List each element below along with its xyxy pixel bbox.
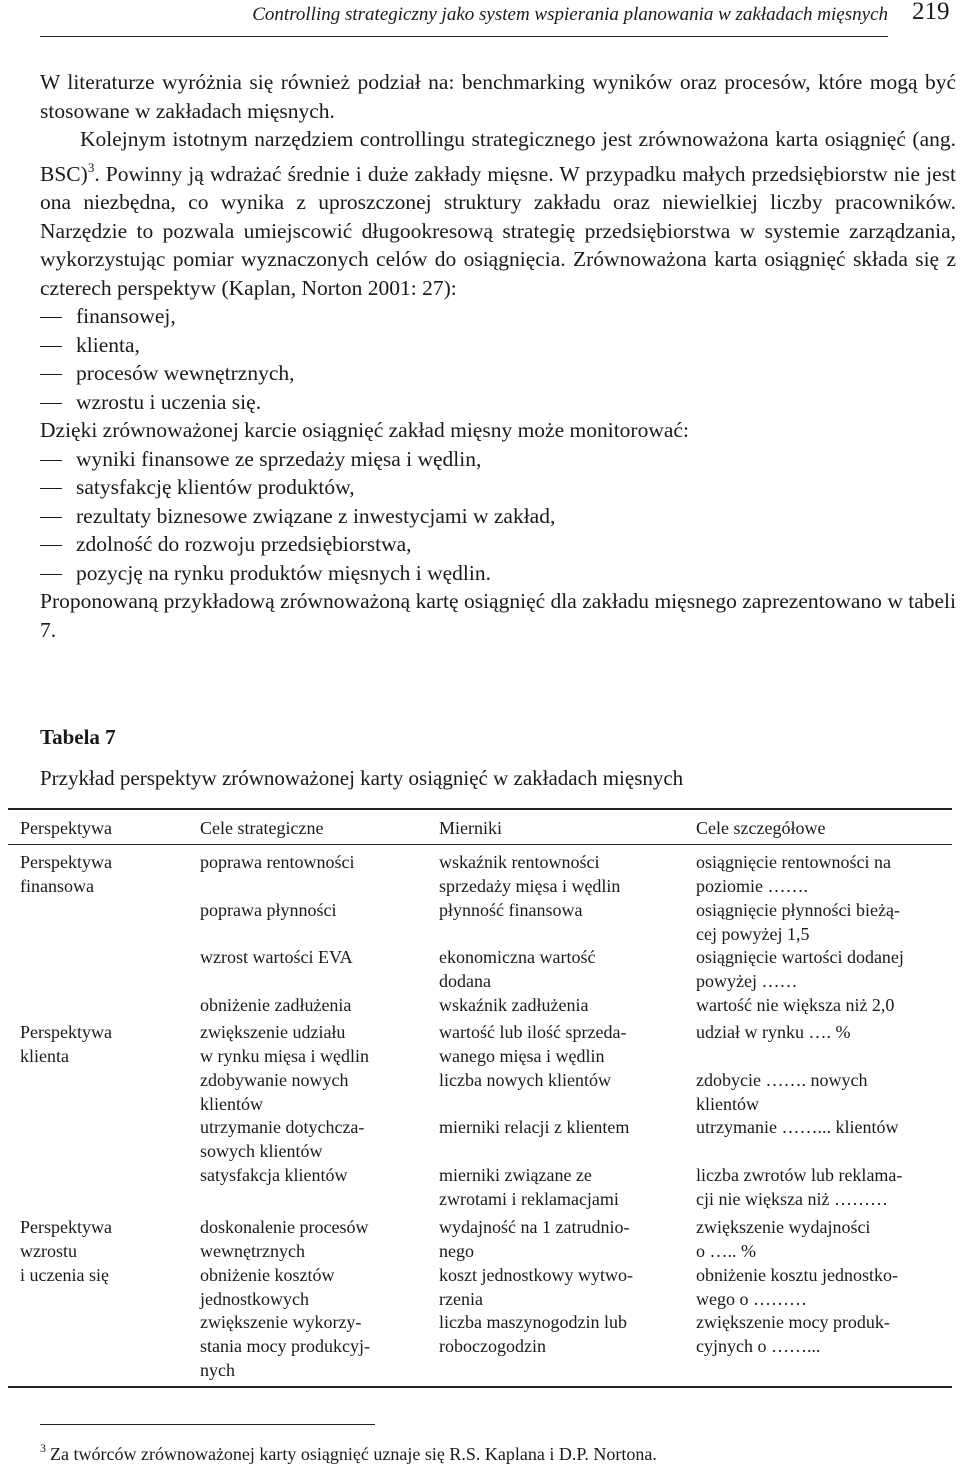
cell-goal xyxy=(200,1215,424,1263)
cell-goal xyxy=(200,1163,424,1187)
paragraph-2-part-a: Kolejnym istotnym narzędziem controllingu strategicznego jest zrównoważona karta osiągnięć (ang. BSC) xyxy=(40,127,956,186)
cell-line: wydajność na 1 zatrudnio- xyxy=(439,1217,630,1237)
cell-line: sprzedaży mięsa i wędlin xyxy=(439,876,621,896)
cell-line: liczba nowych klientów xyxy=(439,1070,611,1090)
cell-line: zdobycie ……. nowych xyxy=(696,1070,868,1090)
cell-line: wskaźnik rentowności xyxy=(439,852,600,872)
cell-line: sowych klientów xyxy=(200,1141,323,1161)
table-header-row xyxy=(8,810,952,845)
cell-perspective xyxy=(20,1215,180,1287)
cell-measure xyxy=(439,1310,679,1358)
cell-line: nych xyxy=(200,1360,235,1380)
paragraph-3: Dzięki zrównoważonej karcie osiągnięć zakład mięsny może monitorować: xyxy=(40,418,689,442)
cell-target xyxy=(696,1020,940,1044)
cell-line: obniżenie kosztu jednostko- xyxy=(696,1265,898,1285)
cell-measure xyxy=(439,898,679,922)
cell-measure xyxy=(439,1115,679,1139)
cell-line: stania mocy produkcyj- xyxy=(200,1336,370,1356)
cell-line: poziomie ……. xyxy=(696,876,808,896)
list-item: pozycję na rynku produktów mięsnych i wędlin. xyxy=(0,559,960,588)
cell-line: poprawa płynności xyxy=(200,900,337,920)
cell-target xyxy=(696,1263,940,1311)
cell-target xyxy=(696,898,940,946)
cell-line: poprawa rentowności xyxy=(200,852,355,872)
page-number: 219 xyxy=(912,0,950,25)
cell-target xyxy=(696,1215,940,1263)
cell-line: wanego mięsa i wędlin xyxy=(439,1046,605,1066)
cell-measure xyxy=(439,1068,679,1092)
cell-line: zwiększenie udziału xyxy=(200,1022,346,1042)
cell-measure xyxy=(439,1215,679,1263)
cell-line: wego o ……… xyxy=(696,1289,807,1309)
cell-line: cyjnych o ……... xyxy=(696,1336,821,1356)
list-item: rezultaty biznesowe związane z inwestycjami w zakład, xyxy=(0,502,960,531)
paragraph-1: W literaturze wyróżnia się również podział na: benchmarking wyników oraz procesów, które mogą być stosowane w zakładach mięsnych. xyxy=(40,70,956,123)
table-caption: Przykład perspektyw zrównoważonej karty osiągnięć w zakładach mięsnych xyxy=(40,766,684,790)
cell-line: wzrostu xyxy=(20,1241,77,1261)
cell-line: i uczenia się xyxy=(20,1265,109,1285)
cell-measure xyxy=(439,945,679,993)
cell-line: liczba zwrotów lub reklama- xyxy=(696,1165,903,1185)
paragraph-2 xyxy=(40,125,956,302)
cell-measure xyxy=(439,1263,679,1311)
cell-measure xyxy=(439,1020,679,1068)
cell-goal xyxy=(200,1263,424,1311)
list-item: wyniki finansowe ze sprzedaży mięsa i wędlin, xyxy=(0,445,960,474)
cell-line: zwiększenie mocy produk- xyxy=(696,1312,890,1332)
cell-line: koszt jednostkowy wytwo- xyxy=(439,1265,633,1285)
cell-line: utrzymanie ……... klientów xyxy=(696,1117,899,1137)
list-item: wzrostu i uczenia się. xyxy=(0,388,960,417)
cell-line: zwiększenie wykorzy- xyxy=(200,1312,362,1332)
list-item: procesów wewnętrznych, xyxy=(0,359,960,388)
cell-line: doskonalenie procesów xyxy=(200,1217,369,1237)
running-title: Controlling strategiczny jako system wspierania planowania w zakładach mięsnych xyxy=(252,4,888,25)
cell-line: klientów xyxy=(200,1094,263,1114)
cell-line: jednostkowych xyxy=(200,1289,309,1309)
cell-line: Perspektywa xyxy=(20,1217,112,1237)
cell-line: liczba maszynogodzin lub xyxy=(439,1312,627,1332)
list-item: zdolność do rozwoju przedsiębiorstwa, xyxy=(0,530,960,559)
cell-line: obniżenie kosztów xyxy=(200,1265,335,1285)
footnote-text: Za twórców zrównoważonej karty osiągnięć uznaje się R.S. Kaplana i D.P. Nortona. xyxy=(50,1444,657,1464)
list-item: satysfakcję klientów produktów, xyxy=(0,473,960,502)
cell-line: mierniki relacji z klientem xyxy=(439,1117,630,1137)
cell-line: dodana xyxy=(439,971,491,991)
cell-line: powyżej …… xyxy=(696,971,798,991)
balanced-scorecard-table xyxy=(8,808,952,1388)
cell-target xyxy=(696,945,940,993)
footnote-number: 3 xyxy=(40,1441,46,1455)
cell-line: o ….. % xyxy=(696,1241,756,1261)
cell-perspective xyxy=(20,850,180,898)
column-header-measures: Mierniki xyxy=(439,818,502,838)
perspectives-list xyxy=(0,302,960,416)
cell-goal xyxy=(200,993,424,1017)
cell-line: rzenia xyxy=(439,1289,483,1309)
cell-line: ekonomiczna wartość xyxy=(439,947,596,967)
cell-goal xyxy=(200,1310,424,1382)
list-item: klienta, xyxy=(0,331,960,360)
cell-measure xyxy=(439,1163,679,1211)
paragraph-2-part-b: . Powinny ją wdrażać średnie i duże zakłady mięsne. W przypadku małych przedsiębiorstw nie jest ona niezbędna, co wynika z uproszczonej struktury zakładu oraz niewielkiej liczby pracowników. Narzędzie to pozwala umiejscowić długookresową strategię przedsiębiorstwa w systemie zarządzania, wykorzystując pomiar wyznaczonych celów do osiągnięcia. Zrównoważona karta osiągnięć składa się z czterech perspektyw (Kaplan, Norton 2001: 27): xyxy=(40,161,956,300)
table-label: Tabela 7 xyxy=(40,725,116,749)
cell-line: satysfakcja klientów xyxy=(200,1165,348,1185)
cell-goal xyxy=(200,945,424,969)
body-text xyxy=(0,68,960,644)
cell-line: płynność finansowa xyxy=(439,900,583,920)
cell-line: klienta xyxy=(20,1046,69,1066)
cell-target xyxy=(696,1068,940,1116)
cell-line: udział w rynku …. % xyxy=(696,1022,851,1042)
cell-line: Perspektywa xyxy=(20,1022,112,1042)
cell-line: Perspektywa xyxy=(20,852,112,872)
footnote xyxy=(40,1441,657,1465)
cell-goal xyxy=(200,1020,424,1068)
cell-line: wartość nie większa niż 2,0 xyxy=(696,995,895,1015)
list-item: finansowej, xyxy=(0,302,960,331)
cell-line: finansowa xyxy=(20,876,94,896)
cell-target xyxy=(696,1310,940,1358)
cell-line: zdobywanie nowych xyxy=(200,1070,349,1090)
cell-perspective xyxy=(20,1020,180,1068)
cell-measure xyxy=(439,993,679,1017)
cell-goal xyxy=(200,1068,424,1116)
footnote-ref: 3 xyxy=(87,159,95,175)
cell-target xyxy=(696,850,940,898)
cell-measure xyxy=(439,850,679,898)
cell-line: cji nie większa niż ……… xyxy=(696,1189,888,1209)
cell-line: cej powyżej 1,5 xyxy=(696,924,810,944)
cell-line: wzrost wartości EVA xyxy=(200,947,353,967)
cell-goal xyxy=(200,1115,424,1163)
cell-target xyxy=(696,1115,940,1139)
cell-line: w rynku mięsa i wędlin xyxy=(200,1046,369,1066)
cell-line: klientów xyxy=(696,1094,759,1114)
monitoring-list xyxy=(0,445,960,588)
column-header-perspective: Perspektywa xyxy=(20,818,112,838)
cell-target xyxy=(696,993,940,1017)
cell-line: osiągnięcie wartości dodanej xyxy=(696,947,904,967)
column-header-targets: Cele szczegółowe xyxy=(696,818,826,838)
cell-line: wewnętrznych xyxy=(200,1241,305,1261)
column-header-goals: Cele strategiczne xyxy=(200,818,324,838)
cell-line: osiągnięcie rentowności na xyxy=(696,852,891,872)
cell-goal xyxy=(200,898,424,922)
cell-line: roboczogodzin xyxy=(439,1336,546,1356)
cell-line: obniżenie zadłużenia xyxy=(200,995,352,1015)
running-header xyxy=(40,0,888,37)
footnote-separator xyxy=(40,1424,375,1425)
cell-line: wartość lub ilość sprzeda- xyxy=(439,1022,627,1042)
paragraph-4: Proponowaną przykładową zrównoważoną kartę osiągnięć dla zakładu mięsnego zaprezentowano w tabeli 7. xyxy=(40,589,956,642)
cell-line: zwiększenie wydajności xyxy=(696,1217,871,1237)
cell-target xyxy=(696,1163,940,1211)
cell-line: osiągnięcie płynności bieżą- xyxy=(696,900,900,920)
cell-line: wskaźnik zadłużenia xyxy=(439,995,589,1015)
cell-line: mierniki związane ze xyxy=(439,1165,592,1185)
cell-line: zwrotami i reklamacjami xyxy=(439,1189,619,1209)
cell-line: utrzymanie dotychcza- xyxy=(200,1117,365,1137)
cell-line: nego xyxy=(439,1241,474,1261)
cell-goal xyxy=(200,850,424,874)
